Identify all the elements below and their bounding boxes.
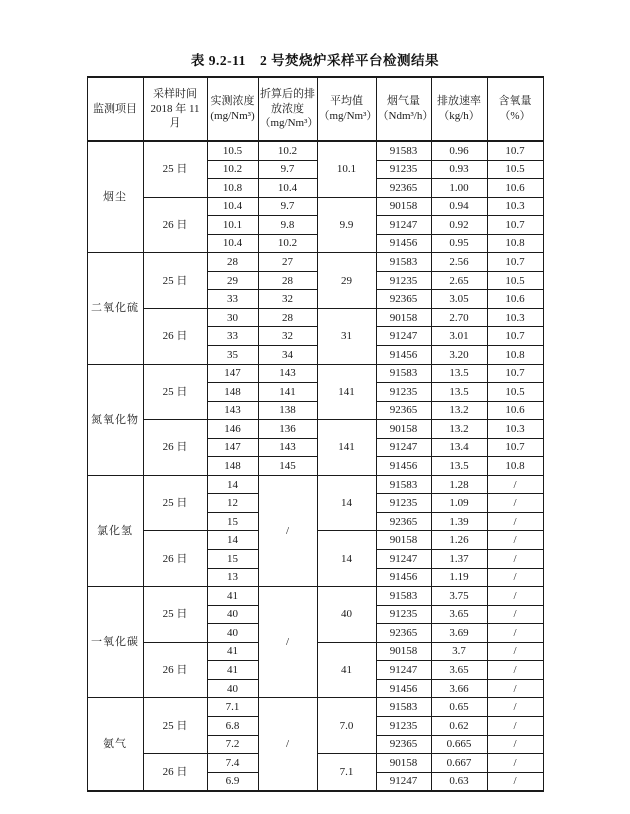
oxygen-content-cell: 10.8 — [487, 457, 543, 476]
header-line: 含氧量 — [498, 95, 532, 108]
flue-gas-volume-cell: 91247 — [376, 216, 431, 235]
table-title — [0, 49, 630, 69]
measured-concentration-cell: 147 — [207, 438, 258, 457]
measured-concentration-cell: 30 — [207, 308, 258, 327]
sampling-date-cell: 25 日 — [143, 141, 207, 197]
measured-concentration-cell: 15 — [207, 550, 258, 569]
emission-rate-cell: 0.94 — [431, 197, 487, 216]
emission-rate-cell: 0.92 — [431, 216, 487, 235]
table-row — [87, 197, 543, 216]
emission-rate-cell: 1.09 — [431, 494, 487, 513]
header-line: 烟气量 — [387, 95, 420, 108]
header-line: 排放速率 — [437, 95, 481, 108]
monitoring-item-cell: 氯化氢 — [87, 475, 143, 586]
sampling-date-cell: 25 日 — [143, 475, 207, 531]
flue-gas-volume-cell: 91583 — [376, 475, 431, 494]
flue-gas-volume-cell: 91235 — [376, 716, 431, 735]
measured-concentration-cell: 41 — [207, 587, 258, 606]
measured-concentration-cell: 143 — [207, 401, 258, 420]
oxygen-content-cell: 10.7 — [487, 438, 543, 457]
emission-rate-cell: 3.20 — [431, 346, 487, 365]
flue-gas-volume-cell: 90158 — [376, 308, 431, 327]
flue-gas-volume-cell: 91247 — [376, 661, 431, 680]
emission-rate-cell: 1.19 — [431, 568, 487, 587]
average-value-cell: 40 — [317, 587, 376, 643]
flue-gas-volume-cell: 91456 — [376, 457, 431, 476]
measured-concentration-cell: 10.2 — [207, 160, 258, 179]
emission-rate-cell: 3.05 — [431, 290, 487, 309]
emission-rate-cell: 0.62 — [431, 716, 487, 735]
emission-rate-cell: 1.37 — [431, 550, 487, 569]
col-header-measured-concentration — [207, 77, 258, 141]
oxygen-content-cell: / — [487, 587, 543, 606]
emission-rate-cell: 0.96 — [431, 141, 487, 160]
measured-concentration-cell: 146 — [207, 420, 258, 439]
oxygen-content-cell: / — [487, 698, 543, 717]
measured-concentration-cell: 6.8 — [207, 716, 258, 735]
col-header-converted-concentration — [258, 77, 317, 141]
measured-concentration-cell: 7.4 — [207, 754, 258, 773]
header-line: 折算后的排 — [260, 87, 315, 100]
measured-concentration-cell: 40 — [207, 624, 258, 643]
converted-concentration-cell: / — [258, 698, 317, 791]
oxygen-content-cell: / — [487, 735, 543, 754]
monitoring-item-cell: 氨气 — [87, 698, 143, 791]
table-title-label: 表 9.2-11 — [190, 53, 246, 68]
col-header-average — [317, 77, 376, 141]
converted-concentration-cell: 28 — [258, 308, 317, 327]
flue-gas-volume-cell: 91456 — [376, 679, 431, 698]
oxygen-content-cell: / — [487, 475, 543, 494]
flue-gas-volume-cell: 91456 — [376, 346, 431, 365]
average-value-cell: 14 — [317, 531, 376, 587]
flue-gas-volume-cell: 91235 — [376, 271, 431, 290]
oxygen-content-cell: 10.8 — [487, 234, 543, 253]
flue-gas-volume-cell: 92365 — [376, 512, 431, 531]
converted-concentration-cell: 143 — [258, 438, 317, 457]
emission-rate-cell: 1.26 — [431, 531, 487, 550]
average-value-cell: 14 — [317, 475, 376, 531]
oxygen-content-cell: / — [487, 716, 543, 735]
oxygen-content-cell: / — [487, 568, 543, 587]
measured-concentration-cell: 148 — [207, 383, 258, 402]
converted-concentration-cell: 143 — [258, 364, 317, 383]
measured-concentration-cell: 147 — [207, 364, 258, 383]
results-table — [87, 76, 544, 792]
flue-gas-volume-cell: 91235 — [376, 383, 431, 402]
sampling-date-cell: 26 日 — [143, 308, 207, 364]
sampling-date-cell: 25 日 — [143, 364, 207, 420]
header-line: (mg/Nm³) — [210, 110, 255, 122]
flue-gas-volume-cell: 91247 — [376, 438, 431, 457]
measured-concentration-cell: 10.5 — [207, 141, 258, 160]
header-line: 2018 年 11 月 — [150, 102, 200, 130]
oxygen-content-cell: 10.5 — [487, 160, 543, 179]
oxygen-content-cell: / — [487, 550, 543, 569]
oxygen-content-cell: / — [487, 624, 543, 643]
header-line: 实测浓度 — [210, 95, 255, 108]
converted-concentration-cell: 34 — [258, 346, 317, 365]
emission-rate-cell: 1.39 — [431, 512, 487, 531]
col-header-emission-rate — [431, 77, 487, 141]
measured-concentration-cell: 33 — [207, 327, 258, 346]
table-row — [87, 253, 543, 272]
converted-concentration-cell: 32 — [258, 290, 317, 309]
oxygen-content-cell: 10.6 — [487, 179, 543, 198]
measured-concentration-cell: 35 — [207, 346, 258, 365]
flue-gas-volume-cell: 91583 — [376, 587, 431, 606]
monitoring-item-cell: 烟尘 — [87, 141, 143, 253]
oxygen-content-cell: 10.3 — [487, 197, 543, 216]
col-header-sampling-time — [143, 77, 207, 141]
measured-concentration-cell: 148 — [207, 457, 258, 476]
flue-gas-volume-cell: 91247 — [376, 550, 431, 569]
converted-concentration-cell: 141 — [258, 383, 317, 402]
flue-gas-volume-cell: 91456 — [376, 568, 431, 587]
oxygen-content-cell: 10.6 — [487, 401, 543, 420]
monitoring-item-cell: 氮氧化物 — [87, 364, 143, 475]
converted-concentration-cell: 10.2 — [258, 234, 317, 253]
table-row — [87, 698, 543, 717]
emission-rate-cell: 0.665 — [431, 735, 487, 754]
converted-concentration-cell: / — [258, 475, 317, 586]
flue-gas-volume-cell: 90158 — [376, 754, 431, 773]
measured-concentration-cell: 10.4 — [207, 197, 258, 216]
emission-rate-cell: 3.75 — [431, 587, 487, 606]
table-row — [87, 364, 543, 383]
measured-concentration-cell: 13 — [207, 568, 258, 587]
emission-rate-cell: 2.70 — [431, 308, 487, 327]
oxygen-content-cell: / — [487, 494, 543, 513]
flue-gas-volume-cell: 90158 — [376, 197, 431, 216]
oxygen-content-cell: / — [487, 642, 543, 661]
emission-rate-cell: 0.63 — [431, 772, 487, 791]
emission-rate-cell: 0.65 — [431, 698, 487, 717]
oxygen-content-cell: / — [487, 661, 543, 680]
flue-gas-volume-cell: 91235 — [376, 605, 431, 624]
oxygen-content-cell: 10.7 — [487, 327, 543, 346]
flue-gas-volume-cell: 91235 — [376, 160, 431, 179]
flue-gas-volume-cell: 91456 — [376, 234, 431, 253]
measured-concentration-cell: 14 — [207, 475, 258, 494]
emission-rate-cell: 3.01 — [431, 327, 487, 346]
flue-gas-volume-cell: 91247 — [376, 327, 431, 346]
flue-gas-volume-cell: 92365 — [376, 401, 431, 420]
converted-concentration-cell: 145 — [258, 457, 317, 476]
emission-rate-cell: 3.7 — [431, 642, 487, 661]
oxygen-content-cell: 10.5 — [487, 271, 543, 290]
sampling-date-cell: 26 日 — [143, 531, 207, 587]
header-line: （Ndm³/h） — [377, 110, 434, 122]
measured-concentration-cell: 7.2 — [207, 735, 258, 754]
emission-rate-cell: 0.95 — [431, 234, 487, 253]
sampling-date-cell: 25 日 — [143, 698, 207, 754]
emission-rate-cell: 0.93 — [431, 160, 487, 179]
emission-rate-cell: 13.5 — [431, 383, 487, 402]
emission-rate-cell: 13.4 — [431, 438, 487, 457]
measured-concentration-cell: 10.4 — [207, 234, 258, 253]
header-line: 采样时间 — [153, 87, 197, 100]
average-value-cell: 31 — [317, 308, 376, 364]
emission-rate-cell: 3.65 — [431, 661, 487, 680]
average-value-cell: 7.0 — [317, 698, 376, 754]
converted-concentration-cell: 10.2 — [258, 141, 317, 160]
flue-gas-volume-cell: 92365 — [376, 624, 431, 643]
oxygen-content-cell: / — [487, 531, 543, 550]
measured-concentration-cell: 41 — [207, 661, 258, 680]
measured-concentration-cell: 10.1 — [207, 216, 258, 235]
flue-gas-volume-cell: 92365 — [376, 290, 431, 309]
emission-rate-cell: 3.65 — [431, 605, 487, 624]
flue-gas-volume-cell: 90158 — [376, 642, 431, 661]
col-header-monitoring-item — [87, 77, 143, 141]
oxygen-content-cell: 10.7 — [487, 253, 543, 272]
oxygen-content-cell: 10.7 — [487, 216, 543, 235]
emission-rate-cell: 2.65 — [431, 271, 487, 290]
average-value-cell: 141 — [317, 364, 376, 420]
header-line: 平均值 — [330, 95, 363, 108]
converted-concentration-cell: 136 — [258, 420, 317, 439]
table-row — [87, 420, 543, 439]
monitoring-item-cell: 二氧化硫 — [87, 253, 143, 364]
header-line: （%） — [499, 110, 531, 122]
sampling-date-cell: 26 日 — [143, 754, 207, 792]
average-value-cell: 7.1 — [317, 754, 376, 792]
average-value-cell: 41 — [317, 642, 376, 698]
measured-concentration-cell: 12 — [207, 494, 258, 513]
measured-concentration-cell: 7.1 — [207, 698, 258, 717]
converted-concentration-cell: 27 — [258, 253, 317, 272]
monitoring-item-cell: 一氧化碳 — [87, 587, 143, 698]
emission-rate-cell: 13.2 — [431, 420, 487, 439]
table-row — [87, 308, 543, 327]
oxygen-content-cell: / — [487, 605, 543, 624]
converted-concentration-cell: 9.8 — [258, 216, 317, 235]
measured-concentration-cell: 33 — [207, 290, 258, 309]
table-row — [87, 141, 543, 160]
oxygen-content-cell: 10.3 — [487, 308, 543, 327]
oxygen-content-cell: / — [487, 512, 543, 531]
converted-concentration-cell: 9.7 — [258, 160, 317, 179]
measured-concentration-cell: 28 — [207, 253, 258, 272]
results-table-body — [87, 141, 543, 791]
flue-gas-volume-cell: 90158 — [376, 420, 431, 439]
oxygen-content-cell: 10.5 — [487, 383, 543, 402]
emission-rate-cell: 3.69 — [431, 624, 487, 643]
oxygen-content-cell: 10.7 — [487, 141, 543, 160]
measured-concentration-cell: 41 — [207, 642, 258, 661]
oxygen-content-cell: 10.6 — [487, 290, 543, 309]
header-line: （mg/Nm³） — [318, 110, 378, 122]
sampling-date-cell: 26 日 — [143, 642, 207, 698]
header-line: （kg/h） — [438, 110, 480, 122]
average-value-cell: 10.1 — [317, 141, 376, 197]
converted-concentration-cell: 9.7 — [258, 197, 317, 216]
measured-concentration-cell: 6.9 — [207, 772, 258, 791]
average-value-cell: 141 — [317, 420, 376, 476]
flue-gas-volume-cell: 91583 — [376, 698, 431, 717]
oxygen-content-cell: / — [487, 754, 543, 773]
flue-gas-volume-cell: 91235 — [376, 494, 431, 513]
table-row — [87, 475, 543, 494]
sampling-date-cell: 25 日 — [143, 587, 207, 643]
converted-concentration-cell: 138 — [258, 401, 317, 420]
emission-rate-cell: 13.5 — [431, 457, 487, 476]
header-line: 监测项目 — [93, 102, 137, 115]
table-title-text: 2 号焚烧炉采样平台检测结果 — [259, 53, 440, 68]
oxygen-content-cell: 10.7 — [487, 364, 543, 383]
oxygen-content-cell: 10.3 — [487, 420, 543, 439]
flue-gas-volume-cell: 91583 — [376, 253, 431, 272]
converted-concentration-cell: 28 — [258, 271, 317, 290]
emission-rate-cell: 0.667 — [431, 754, 487, 773]
flue-gas-volume-cell: 92365 — [376, 179, 431, 198]
converted-concentration-cell: / — [258, 587, 317, 698]
flue-gas-volume-cell: 91583 — [376, 141, 431, 160]
table-header-row — [87, 77, 543, 141]
flue-gas-volume-cell: 90158 — [376, 531, 431, 550]
measured-concentration-cell: 10.8 — [207, 179, 258, 198]
header-line: （mg/Nm³） — [259, 117, 319, 130]
emission-rate-cell: 13.5 — [431, 364, 487, 383]
sampling-date-cell: 26 日 — [143, 420, 207, 476]
emission-rate-cell: 2.56 — [431, 253, 487, 272]
sampling-date-cell: 25 日 — [143, 253, 207, 309]
flue-gas-volume-cell: 91247 — [376, 772, 431, 791]
col-header-oxygen-content — [487, 77, 543, 141]
average-value-cell: 9.9 — [317, 197, 376, 253]
average-value-cell: 29 — [317, 253, 376, 309]
measured-concentration-cell: 14 — [207, 531, 258, 550]
measured-concentration-cell: 40 — [207, 679, 258, 698]
flue-gas-volume-cell: 91583 — [376, 364, 431, 383]
converted-concentration-cell: 10.4 — [258, 179, 317, 198]
converted-concentration-cell: 32 — [258, 327, 317, 346]
measured-concentration-cell: 40 — [207, 605, 258, 624]
emission-rate-cell: 1.00 — [431, 179, 487, 198]
sampling-date-cell: 26 日 — [143, 197, 207, 253]
col-header-flue-gas-volume — [376, 77, 434, 141]
emission-rate-cell: 3.66 — [431, 679, 487, 698]
oxygen-content-cell: / — [487, 679, 543, 698]
measured-concentration-cell: 29 — [207, 271, 258, 290]
emission-rate-cell: 13.2 — [431, 401, 487, 420]
table-row — [87, 587, 543, 606]
oxygen-content-cell: 10.8 — [487, 346, 543, 365]
oxygen-content-cell: / — [487, 772, 543, 791]
measured-concentration-cell: 15 — [207, 512, 258, 531]
header-line: 放浓度 — [271, 102, 304, 115]
emission-rate-cell: 1.28 — [431, 475, 487, 494]
flue-gas-volume-cell: 92365 — [376, 735, 431, 754]
